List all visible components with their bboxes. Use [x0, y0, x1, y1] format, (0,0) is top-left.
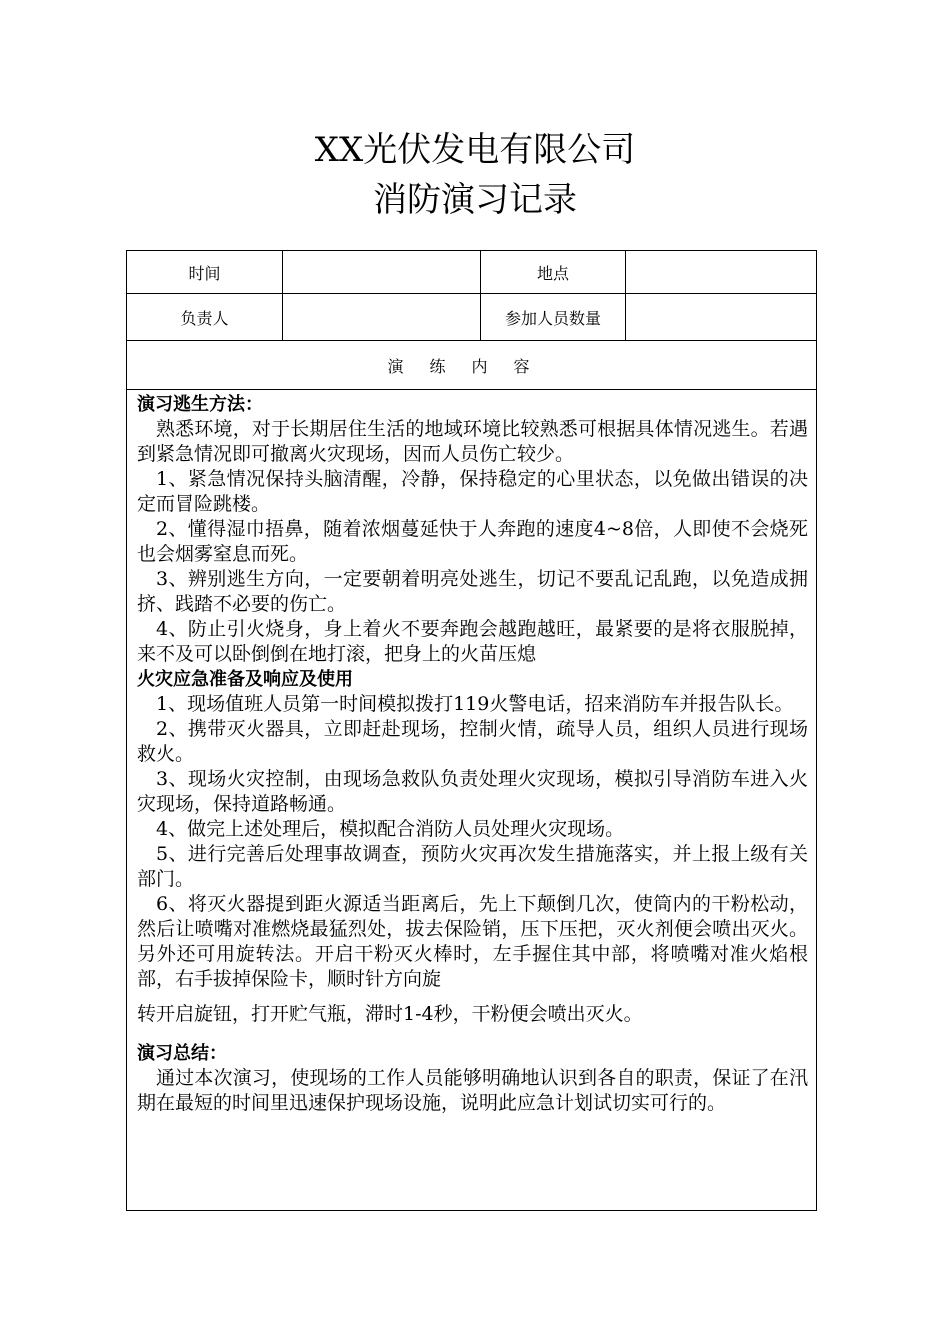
leader-field[interactable]: [283, 294, 481, 341]
fire-paragraph: 6、将灭火器提到距火源适当距离后，先上下颠倒几次，使筒内的干粉松动，然后让喷嘴对准燃烧最猛烈处，拔去保险销，压下压把，灭火剂便会喷出灭火。另外还可用旋转法。开启干粉灭火棒时，左手握住其中部，将喷嘴对准火焰根部，右手拔掉保险卡，顺时针方向旋: [137, 893, 808, 990]
fire-paragraph-continued: 转开启旋钮，打开贮气瓶，滞时1-4秒，干粉便会喷出灭火。: [137, 1003, 643, 1025]
fire-paragraph: 5、进行完善后处理事故调查，预防火灾再次发生措施落实，并上报上级有关部门。: [137, 843, 808, 890]
time-label: 时间: [127, 251, 283, 294]
escape-paragraph: 2、懂得湿巾捂鼻，随着浓烟蔓延快于人奔跑的速度4~8倍，人即使不会烧死也会烟雾窒息而死。: [137, 518, 808, 565]
drill-content-cell: [127, 390, 817, 1211]
drill-record-table: [126, 250, 817, 1211]
participant-count-label: 参加人员数量: [481, 294, 626, 341]
document-title: 消防演习记录: [373, 180, 577, 220]
escape-paragraph: 1、紧急情况保持头脑清醒，冷静，保持稳定的心里状态，以免做出错误的决定而冒险跳楼。: [137, 468, 808, 515]
drill-content-body: [127, 390, 816, 1116]
content-header: 演练内容: [127, 341, 817, 390]
leader-label: 负责人: [127, 294, 283, 341]
place-field[interactable]: [626, 251, 817, 294]
escape-heading: 演习逃生方法：: [137, 394, 263, 415]
participant-count-field[interactable]: [626, 294, 817, 341]
place-label: 地点: [481, 251, 626, 294]
fire-paragraph: 1、现场值班人员第一时间模拟拨打119火警电话，招来消防车并报告队长。: [156, 693, 794, 715]
escape-paragraph: 3、辨别逃生方向，一定要朝着明亮处逃生，切记不要乱记乱跑，以免造成拥挤、践踏不必要的伤亡。: [137, 568, 808, 615]
escape-paragraph: 4、防止引火烧身，身上着火不要奔跑会越跑越旺，最紧要的是将衣服脱掉，来不及可以卧倒倒在地打滚，把身上的火苗压熄: [137, 618, 808, 665]
fire-paragraph: 4、做完上述处理后，模拟配合消防人员处理火灾现场。: [156, 818, 625, 840]
fire-paragraph: 2、携带灭火器具，立即赶赴现场，控制火情，疏导人员，组织人员进行现场救火。: [137, 718, 808, 765]
time-field[interactable]: [283, 251, 481, 294]
company-title: XX光伏发电有限公司: [314, 130, 636, 170]
fire-paragraph: 3、现场火灾控制，由现场急救队负责处理火灾现场，模拟引导消防车进入火灾现场，保持道路畅通。: [137, 768, 808, 815]
fire-response-heading: 火灾应急准备及响应及使用: [137, 669, 353, 690]
summary-paragraph: 通过本次演习，使现场的工作人员能够明确地认识到各自的职责，保证了在汛期在最短的时间里迅速保护现场设施，说明此应急计划试切实可行的。: [137, 1067, 808, 1114]
summary-heading: 演习总结：: [137, 1043, 227, 1064]
escape-paragraph: 熟悉环境，对于长期居住生活的地域环境比较熟悉可根据具体情况逃生。若遇到紧急情况即可撤离火灾现场，因而人员伤亡较少。: [137, 418, 808, 465]
